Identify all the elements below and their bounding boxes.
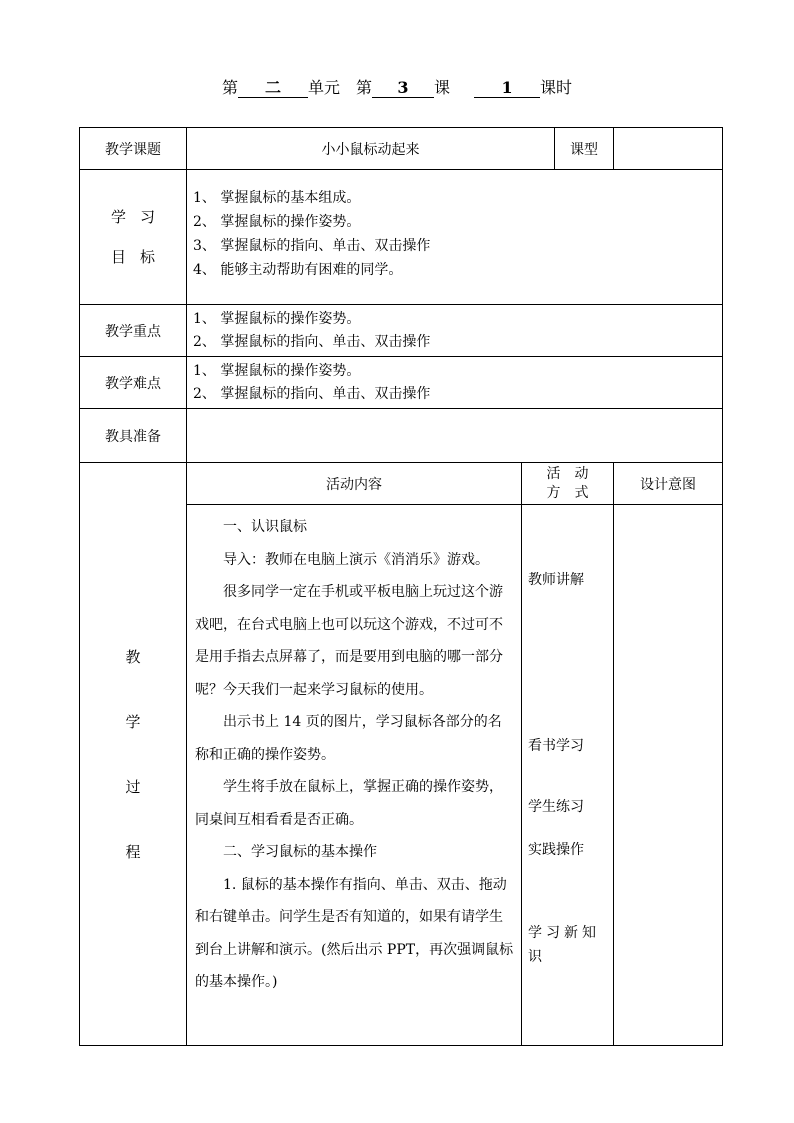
process-label [80,463,187,1046]
process-label-char: 教 [125,647,141,666]
goal-item: 1、 掌握鼠标的基本组成。 [193,190,361,206]
method-item: 学习新知识 [528,925,600,965]
header-period-label: 课时 [540,78,573,97]
key-point-item: 2、 掌握鼠标的指向、单击、双击操作 [193,333,431,350]
goals-row [80,170,723,305]
difficult-points-list [187,357,723,409]
content-paragraph: 学生将手放在鼠标上，掌握正确的操作姿势，同桌间互相看看是否正确。 [195,779,503,828]
process-header-row [80,463,723,505]
content-column-header: 活动内容 [187,463,522,505]
method-header-line1: 活 动 [546,465,589,482]
tools-value [187,409,723,463]
goals-list [187,170,723,305]
goals-label-line2: 目标 [110,248,169,266]
topic-label: 教学课题 [80,128,187,170]
difficult-point-item: 2、 掌握鼠标的指向、单击、双击操作 [193,385,431,402]
header-unit-label: 单元 [307,78,340,97]
lesson-number: 3 [372,79,434,98]
method-item: 学生练习 [528,799,584,815]
period-number: 1 [474,79,540,98]
difficult-points-row [80,357,723,409]
goals-label-line1: 学习 [110,208,169,226]
difficult-point-item: 1、 掌握鼠标的操作姿势。 [193,362,361,379]
content-paragraph: 很多同学一定在手机或平板电脑上玩过这个游戏吧，在台式电脑上也可以玩这个游戏，不过可不是用手指去点屏幕了，而是要用到电脑的哪一部分呢？今天我们一起来学习鼠标的使用。 [195,584,503,698]
method-header-line2: 方 式 [546,484,589,501]
type-label: 课型 [555,128,614,170]
content-paragraph: 出示书上 14 页的图片，学习鼠标各部分的名称和正确的操作姿势。 [195,714,502,763]
goal-item: 4、 能够主动帮助有困难的同学。 [193,262,403,278]
content-paragraph: 导入：教师在电脑上演示《消消乐》游戏。 [223,551,489,568]
goal-item: 3、 掌握鼠标的指向、单击、双击操作 [193,238,431,254]
difficult-points-label: 教学难点 [80,357,187,409]
intent-column-header: 设计意图 [614,463,723,505]
process-label-char: 学 [125,712,141,731]
header-lesson-label: 课 [434,78,451,97]
key-points-row [80,305,723,357]
process-label-char: 程 [125,842,141,861]
section-heading: 二、学习鼠标的基本操作 [223,844,377,860]
lesson-header [0,78,794,98]
topic-row [80,128,723,170]
method-item: 看书学习 [528,738,584,754]
tools-row [80,409,723,463]
unit-number: 二 [238,79,308,98]
key-points-list [187,305,723,357]
goal-item: 2、 掌握鼠标的操作姿势。 [193,214,361,230]
design-intent [614,505,723,1046]
lesson-plan-table [79,127,723,1046]
content-paragraph: 1. 鼠标的基本操作有指向、单击、双击、拖动和右键单击。问学生是否有知道的，如果有请学生到台上讲解和演示。(然后出示 PPT，再次强调鼠标的基本操作。) [195,876,514,990]
header-lesson-prefix: 第 [355,78,372,97]
process-label-char: 过 [125,777,141,796]
key-point-item: 1、 掌握鼠标的操作姿势。 [193,310,361,327]
topic-value: 小小鼠标动起来 [187,128,555,170]
header-prefix: 第 [221,78,238,97]
key-points-label: 教学重点 [80,305,187,357]
section-heading: 一、认识鼠标 [223,519,307,535]
tools-label: 教具准备 [80,409,187,463]
method-item: 实践操作 [528,842,584,858]
type-value [614,128,723,170]
method-column-header [522,463,614,505]
method-item: 教师讲解 [528,572,584,588]
activity-content [187,505,522,1046]
activity-methods [522,505,614,1046]
goals-label [80,170,187,305]
